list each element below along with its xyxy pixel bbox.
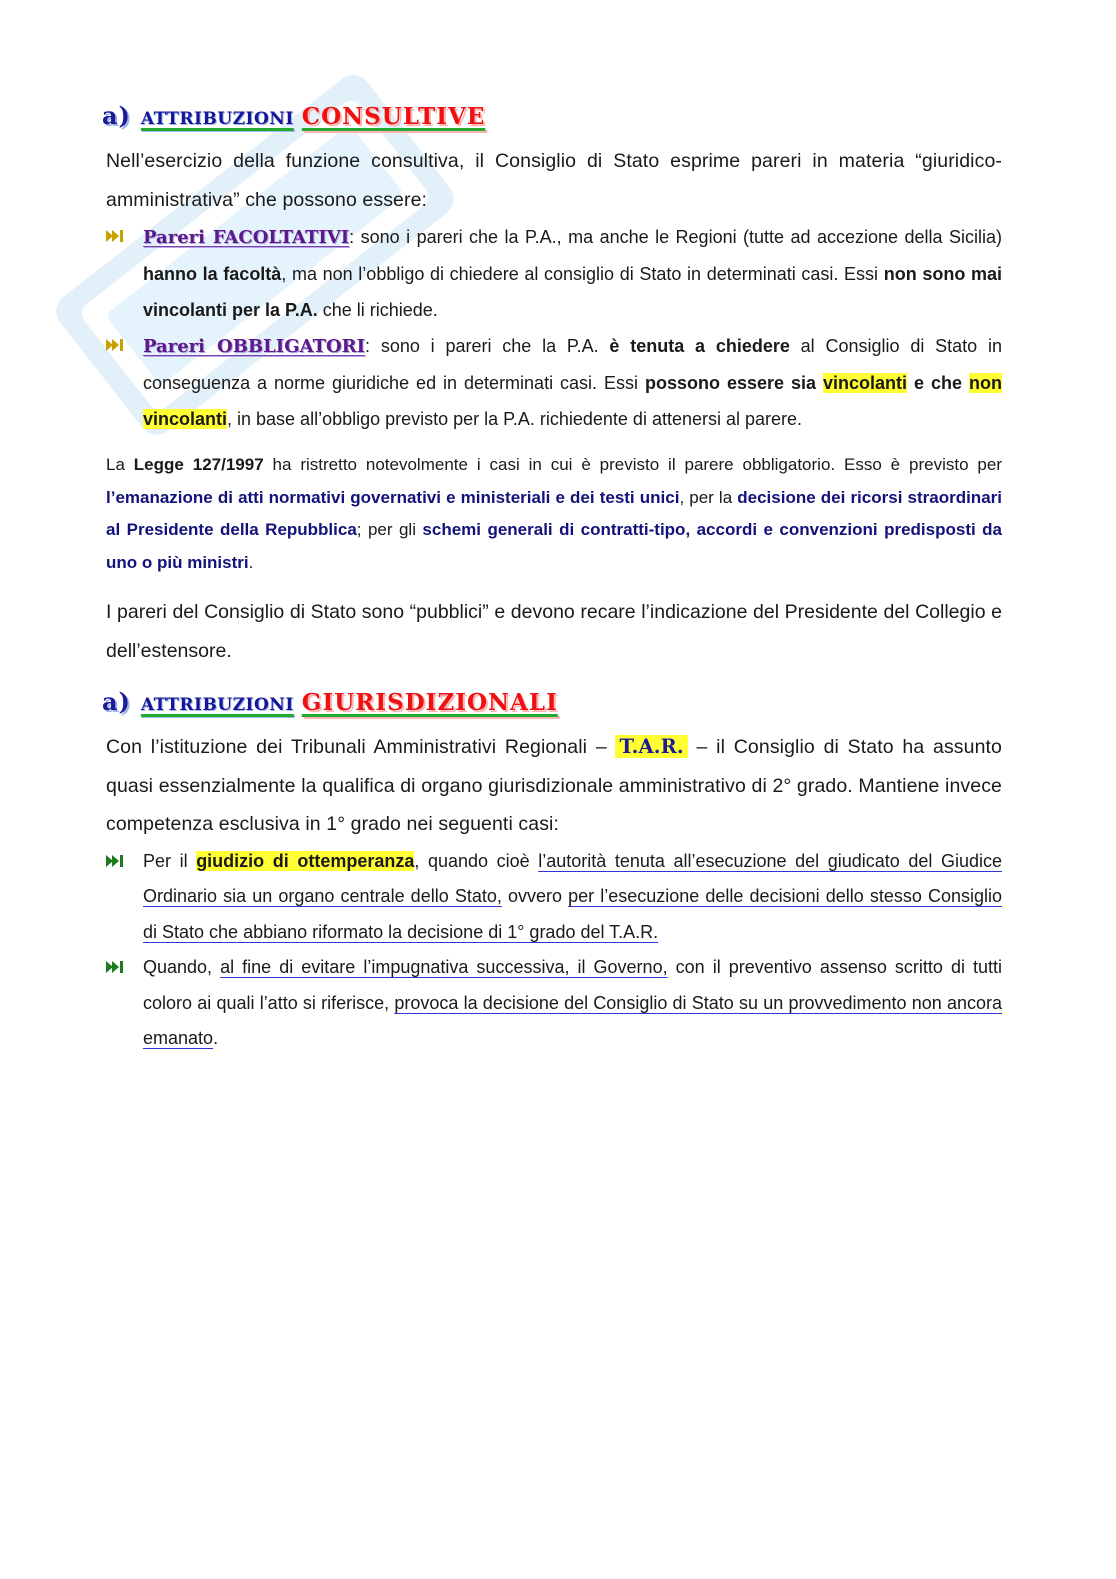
heading-part2: CONSULTIVE [301, 103, 486, 130]
term-obbligatori: Pareri OBBLIGATORI [143, 336, 366, 357]
closing-paragraph: I pareri del Consiglio di Stato sono “pubblici” e devono recare l’indicazione del Presidente del Collegio e dell’estensore. [106, 601, 1002, 662]
highlight-run: giudizio di ottemperanza [196, 850, 415, 871]
giurisdizionali-bullet-list [106, 844, 1002, 1057]
underlined-run: provoca la decisione del Consiglio di Stato su un provvedimento non ancora emanato [143, 992, 1002, 1048]
list-item [106, 328, 1002, 437]
underlined-run: al fine di evitare l’impugnativa successiva, il Governo, [220, 957, 668, 977]
consultive-bullet-list [106, 219, 1002, 437]
list-item [106, 219, 1002, 328]
text-run: al Consiglio di Stato in conseguenza a norme giuridiche ed in determinati casi. Essi [143, 336, 1002, 393]
bold-run: e che [907, 373, 969, 393]
text-run: Per il [143, 850, 197, 871]
term-facoltativi: Pareri FACOLTATIVI [143, 227, 350, 248]
fast-forward-icon [106, 229, 126, 243]
fast-forward-icon [106, 854, 126, 868]
text-run: ; per gli [356, 520, 423, 539]
list-item [106, 950, 1002, 1057]
text-run: Con l’istituzione dei Tribunali Amministrativi Regionali – [106, 736, 616, 758]
heading-part1: ATTRIBUZIONI [140, 695, 294, 715]
emphasis-run: l’emanazione di atti normativi governativi e ministeriali e dei testi unici [106, 487, 680, 507]
text-run: , per la [679, 487, 738, 507]
text-run: . [248, 552, 254, 572]
fast-forward-icon [106, 338, 126, 352]
text-run: , in base all’obbligo previsto per la P.A. richiedente di attenersi al parere. [227, 409, 803, 429]
heading-letter: a) [102, 687, 131, 716]
document-page [102, 96, 1003, 1057]
highlight-run: non vincolanti [143, 373, 1002, 429]
text-run: che li richiede. [317, 300, 438, 320]
section-heading-consultive [102, 96, 1002, 136]
text-run: La [106, 455, 134, 474]
text-run: . [213, 1028, 219, 1048]
text-run: ovvero [501, 886, 569, 906]
bold-run: non sono mai vincolanti per la P.A. [143, 264, 1002, 320]
text-run [816, 373, 823, 393]
bold-run: hanno la facoltà [143, 264, 282, 284]
tar-badge: T.A.R. [615, 735, 687, 758]
text-run: , ma non l’obbligo di chiedere al consiglio di Stato in determinati casi. Essi [281, 264, 884, 284]
text-run: Quando, [143, 957, 221, 977]
emphasis-run: decisione dei ricorsi straordinari al Presidente della Repubblica [106, 487, 1002, 539]
bold-run: è tenuta a chiedere [609, 336, 790, 356]
text-run: – il Consiglio di Stato ha assunto quasi essenzialmente la qualifica di organo giurisdizionale amministrativo di 2° grado. Mantiene invece competenza esclusiva in 1° grado nei seguenti casi: [106, 736, 1002, 835]
giurisdizionali-intro [106, 728, 1002, 844]
heading-part1: ATTRIBUZIONI [140, 109, 294, 129]
underlined-run: l’autorità tenuta all’esecuzione del giudicato del Giudice Ordinario sia un organo centrale dello Stato, [143, 850, 1002, 906]
emphasis-run: schemi generali di contratti-tipo, accordi e convenzioni predisposti da uno o più ministri [106, 520, 1002, 572]
consultive-intro: Nell’esercizio della funzione consultiva, il Consiglio di Stato esprime pareri in materia “giuridico-amministrativa” che possono essere: [106, 150, 1002, 211]
text-run: : sono i pareri che la P.A. [365, 336, 610, 356]
text-run: con il preventivo assenso scritto di tutti coloro ai quali l’atto si riferisce, [143, 957, 1003, 1013]
highlight-run: vincolanti [823, 373, 908, 393]
law-paragraph [106, 449, 1002, 579]
text-run: , quando cioè [414, 850, 539, 871]
text-run: ha ristretto notevolmente i casi in cui è previsto il parere obbligatorio. Esso è previsto per [263, 455, 1002, 474]
bold-run: possono essere sia [645, 373, 817, 393]
fast-forward-icon [106, 960, 126, 974]
section-heading-giurisdizionali [102, 682, 1002, 722]
text-run: : sono i pareri che la P.A., ma anche le Regioni (tutte ad accezione della Sicilia) [349, 227, 1002, 247]
heading-part2: GIURISDIZIONALI [301, 689, 558, 716]
list-item [106, 844, 1002, 951]
heading-letter: a) [102, 101, 131, 130]
bold-run: Legge 127/1997 [133, 455, 264, 474]
underlined-run: per l’esecuzione delle decisioni dello stesso Consiglio di Stato che abbiano riformato la decisione di 1° grado del T.A.R. [143, 886, 1002, 942]
